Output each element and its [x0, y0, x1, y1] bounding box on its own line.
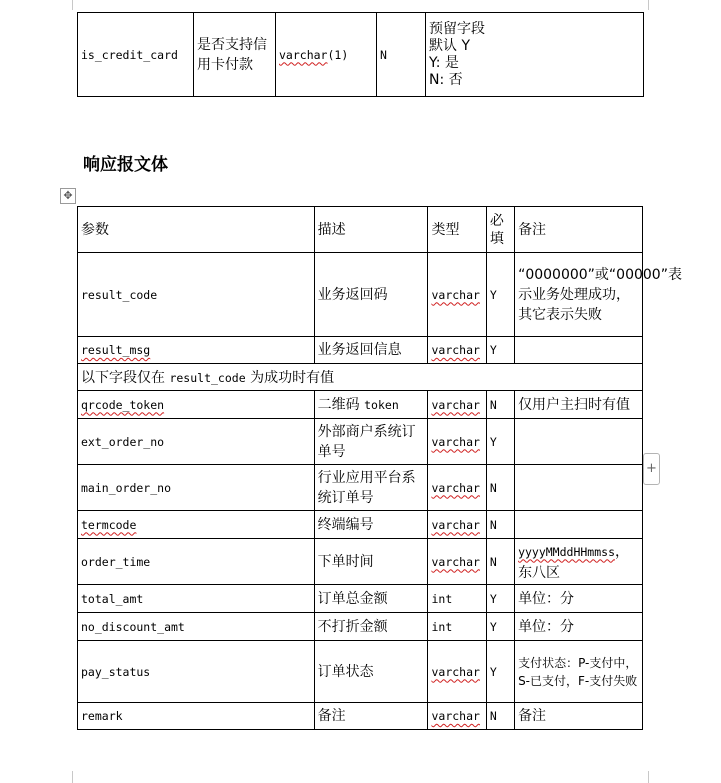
- required-cell: Y: [486, 253, 514, 337]
- param-cell: result_code: [78, 253, 315, 337]
- required-cell: N: [486, 465, 514, 511]
- header-type: 类型: [428, 207, 486, 253]
- type-cell: int: [428, 613, 486, 641]
- desc-cell: 不打折金额: [314, 613, 428, 641]
- table-row: [78, 585, 643, 613]
- type-value: varchar: [279, 47, 328, 62]
- desc-cell: 订单总金额: [314, 585, 428, 613]
- type-cell: [276, 13, 377, 97]
- table-row: [78, 13, 644, 97]
- type-cell: [428, 641, 486, 703]
- header-note: 备注: [515, 207, 643, 253]
- required-cell: N: [486, 511, 514, 539]
- note-cell: 仅用户主扫时有值: [515, 391, 643, 419]
- header-required-line: 必: [489, 212, 504, 229]
- note-text: ，东八区: [518, 543, 629, 581]
- type-value: varchar: [431, 397, 480, 412]
- table-row: [78, 539, 643, 585]
- desc-code: token: [364, 398, 399, 412]
- type-value: varchar: [431, 287, 480, 302]
- param-value: qrcode_token: [81, 397, 165, 412]
- desc-cell: 外部商户系统订单号: [314, 419, 428, 465]
- type-value: varchar: [431, 480, 480, 495]
- response-table: [77, 206, 682, 730]
- table-row: [78, 511, 643, 539]
- param-cell: [78, 337, 315, 364]
- param-cell: remark: [78, 703, 315, 730]
- param-cell: [78, 391, 315, 419]
- param-value: result_msg: [81, 343, 151, 357]
- param-cell: [78, 511, 315, 539]
- page-corner-mark: [60, 0, 73, 10]
- param-cell: total_amt: [78, 585, 315, 613]
- desc-cell: 业务返回信息: [314, 337, 428, 364]
- page-corner-mark: [648, 771, 661, 783]
- type-cell: [428, 465, 486, 511]
- type-value: varchar: [431, 343, 480, 357]
- table-row: [78, 703, 643, 730]
- note-cell: 备注: [515, 703, 643, 730]
- desc-cell: 下单时间: [314, 539, 428, 585]
- desc-cell: 业务返回码: [314, 253, 428, 337]
- note-line: Y: 是: [429, 54, 459, 71]
- note-cell: [515, 419, 643, 465]
- header-param: 参数: [78, 207, 315, 253]
- required-cell: N: [486, 391, 514, 419]
- type-value: varchar: [431, 554, 480, 569]
- table-row: [78, 613, 643, 641]
- type-value: varchar: [431, 664, 480, 679]
- span-note-text: 为成功时有值: [245, 369, 335, 386]
- required-cell: N: [486, 703, 514, 730]
- type-value: varchar: [431, 517, 480, 532]
- required-cell: Y: [486, 641, 514, 703]
- header-required-line: 填: [489, 230, 504, 247]
- desc-cell: 是否支持信用卡付款: [194, 13, 276, 97]
- type-cell: [428, 391, 486, 419]
- span-note-text: 以下字段仅在: [81, 369, 170, 386]
- desc-cell: [314, 391, 428, 419]
- param-cell: pay_status: [78, 641, 315, 703]
- type-value: varchar: [431, 709, 480, 723]
- required-cell: Y: [486, 419, 514, 465]
- table-row: [78, 641, 643, 703]
- param-cell: ext_order_no: [78, 419, 315, 465]
- table-row: [78, 419, 643, 465]
- page-corner-mark: [648, 0, 661, 10]
- note-cell: [515, 511, 643, 539]
- note-line: 预留字段: [429, 20, 485, 37]
- page-corner-mark: [60, 771, 73, 783]
- type-cell: int: [428, 585, 486, 613]
- type-length: (1): [327, 47, 349, 62]
- span-note-code: result_code: [169, 370, 246, 385]
- required-cell: Y: [486, 585, 514, 613]
- note-cell: [515, 539, 643, 585]
- desc-cell: 备注: [314, 703, 428, 730]
- desc-cell: 终端编号: [314, 511, 428, 539]
- param-cell: main_order_no: [78, 465, 315, 511]
- type-cell: [428, 511, 486, 539]
- type-cell: [428, 253, 486, 337]
- desc-text: 二维码: [317, 397, 365, 413]
- span-note-cell: [78, 364, 643, 391]
- section-heading: 响应报文体: [83, 155, 168, 175]
- table-span-row: [78, 364, 643, 391]
- note-cell: “0000000”或“00000”表示业务处理成功，其它表示失败: [515, 253, 643, 337]
- type-cell: [428, 539, 486, 585]
- request-table-tail: [77, 12, 644, 97]
- note-cell: [426, 13, 644, 97]
- param-cell: is_credit_card: [78, 13, 194, 97]
- table-move-handle-icon[interactable]: ✥: [60, 188, 76, 204]
- add-column-handle-icon[interactable]: +: [643, 453, 660, 485]
- param-value: termcode: [81, 517, 137, 532]
- table-row: [78, 391, 643, 419]
- type-cell: [428, 703, 486, 730]
- param-cell: no_discount_amt: [78, 613, 315, 641]
- note-cell: 单位：分: [515, 585, 643, 613]
- note-cell: 支付状态：P-支付中，S-已支付，F-支付失败: [515, 641, 643, 703]
- type-value: varchar: [431, 434, 480, 449]
- required-cell: N: [377, 13, 426, 97]
- note-code: yyyyMMddHHmmss: [518, 544, 615, 559]
- required-cell: N: [486, 539, 514, 585]
- table-row: [78, 337, 643, 364]
- header-desc: 描述: [314, 207, 428, 253]
- note-cell: 单位：分: [515, 613, 643, 641]
- header-required: [486, 207, 514, 253]
- type-cell: [428, 419, 486, 465]
- required-cell: Y: [486, 613, 514, 641]
- table-row: [78, 253, 643, 337]
- note-line: N: 否: [429, 71, 463, 88]
- param-cell: order_time: [78, 539, 315, 585]
- required-cell: Y: [486, 337, 514, 364]
- note-cell: [515, 337, 643, 364]
- note-cell: [515, 465, 643, 511]
- desc-cell: 订单状态: [314, 641, 428, 703]
- table-row: [78, 465, 643, 511]
- note-line: 默认 Y: [429, 37, 471, 54]
- type-cell: [428, 337, 486, 364]
- table-header-row: [78, 207, 643, 253]
- desc-cell: 行业应用平台系统订单号: [314, 465, 428, 511]
